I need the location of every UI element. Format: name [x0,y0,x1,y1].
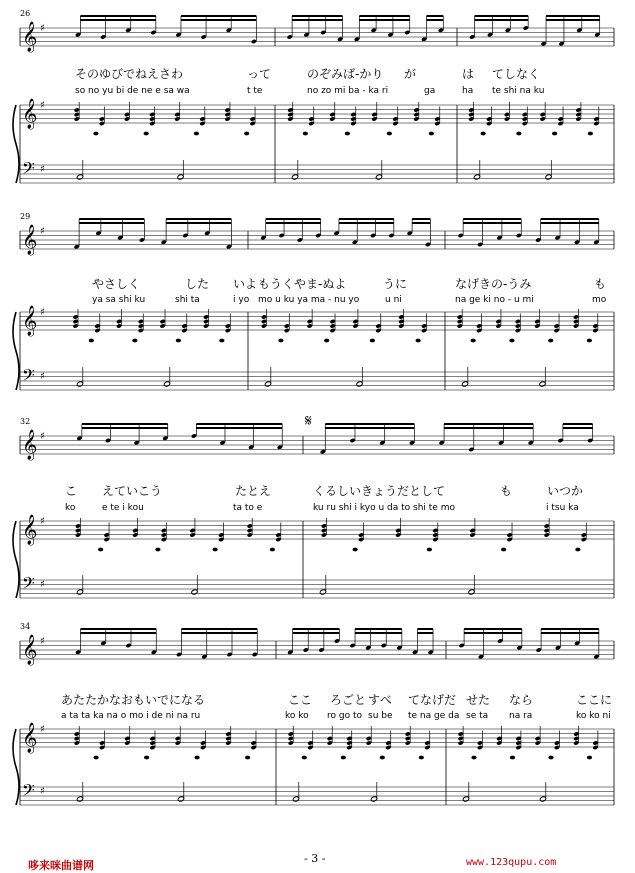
bass-note-head [419,756,424,760]
lyric-japanese: やさしく [92,277,141,291]
treble-clef-icon: 𝄞 [22,635,38,665]
bass-note-head [155,548,160,552]
treble-clef-icon: 𝄞 [22,723,38,753]
bass-note-head [587,756,592,760]
lyric-japanese: も [594,277,607,291]
lyric-romaji: mo [592,295,607,305]
beam [181,15,256,17]
bass-note-head [132,339,137,343]
beam [80,15,155,17]
measure-number: 32 [20,417,31,426]
treble-clef-icon: 𝄞 [22,22,38,52]
piano-treble-staff [20,722,614,754]
site-url: www.123qupu.com [466,857,557,868]
bass-note-head [471,756,476,760]
key-sharp-icon: ♯ [40,636,45,647]
score-system [13,9,614,183]
bass-note-head [429,132,434,136]
piano-bass-staff [20,573,614,598]
key-sharp-icon: ♯ [40,100,45,111]
beam [81,632,157,634]
bass-note-head [416,339,421,343]
lyric-romaji: t te [247,86,263,96]
bass-note-head [144,756,149,760]
piano-bass-staff [20,158,614,183]
lyric-japanese: せた [466,693,491,707]
lyric-romaji: i tsu ka [546,503,579,513]
lyric-japanese: こ [65,484,78,498]
beam [293,632,340,634]
lyric-romaji: ro go to [327,711,362,721]
bass-note-head [93,132,98,136]
beam [166,218,231,220]
beam [541,632,599,634]
lyric-japanese: もうくやま-ぬよ [258,277,347,291]
bass-note-head [501,548,506,552]
bass-note-head [89,339,94,343]
lyric-romaji: mo u ku ya ma - nu yo [258,295,360,305]
lyric-romaji: ko ko ni [576,711,611,721]
beam [412,222,430,224]
lyric-japanese: えていこう [102,484,163,498]
bass-note-head [370,339,375,343]
piano-brace-icon [13,521,19,598]
beam [444,427,533,429]
lyric-romaji: no zo mi ba - ka ri [307,86,389,96]
lyric-romaji: te shi na ku [492,86,545,96]
beam [82,427,168,429]
lyric-romaji: a ta ta ka na o mo i de ni na ru [61,711,201,721]
lyric-romaji: shi ta [175,295,200,305]
score-system [13,622,614,805]
beam [475,19,529,21]
beam [79,222,144,224]
lyric-japanese: てしなく [492,67,541,81]
lyric-japanese: も [500,484,513,498]
bass-note-head [194,132,199,136]
page-number: - 3 - [304,852,326,865]
bass-note-head [270,548,275,552]
lyric-romaji: na ra [509,711,533,721]
lyric-romaji: na ge ki no - u mi [455,295,534,305]
lyric-romaji: e te i kou [102,503,144,513]
segno-icon: 𝄋 [305,411,312,430]
beam [339,222,394,224]
vocal-staff [20,634,614,666]
lyric-romaji: ga [424,86,436,96]
piano-brace-icon [13,729,19,805]
beam [292,19,342,21]
piano-treble-staff [20,305,614,337]
bass-note-head [341,756,346,760]
lyric-romaji: ku ru shi i kyo u da to shi te mo [313,503,455,513]
lyric-romaji: ta to e [233,503,263,513]
beam [541,222,599,224]
bass-note-head [98,548,103,552]
lyric-japanese: が [404,67,417,81]
bass-note-head [345,132,350,136]
lyric-romaji: te na ge da [408,711,460,721]
key-sharp-icon: ♯ [40,724,45,735]
lyric-japanese: なげきの-うみ [455,277,532,291]
lyric-japanese: そのゆびでねえさわ [75,67,184,81]
bass-note-head [552,132,557,136]
bass-note-head [471,339,476,343]
beam [82,423,168,425]
bass-clef-icon: 𝄢 [22,780,35,804]
lyric-romaji: su be [368,711,393,721]
bass-note-head [194,756,199,760]
key-sharp-icon: ♯ [40,164,45,175]
lyric-japanese: ここ [288,693,313,707]
beam [293,628,340,630]
lyric-japanese: なら [509,693,534,707]
lyric-japanese: たとえ [235,484,272,498]
treble-clef-icon: 𝄞 [22,99,38,129]
key-sharp-icon: ♯ [40,226,45,237]
beam [355,632,402,634]
treble-clef-icon: 𝄞 [22,430,38,460]
beam [196,423,282,425]
bass-note-head [278,339,283,343]
key-sharp-icon: ♯ [40,307,45,318]
lyric-japanese: は [462,67,475,81]
score-system [13,212,614,390]
bass-note-head [516,132,521,136]
beam [266,218,321,220]
beam [182,632,258,634]
bass-note-head [245,756,250,760]
key-sharp-icon: ♯ [40,786,45,797]
beam [541,218,599,220]
bass-note-head [302,756,307,760]
bass-note-head [303,132,308,136]
beam [359,15,409,17]
lyric-japanese: いよ [233,277,258,291]
bass-note-head [509,339,514,343]
beam [444,423,533,425]
bass-note-head [548,756,553,760]
beam [475,15,529,17]
lyric-romaji: u ni [385,295,402,305]
beam [196,427,282,429]
lyric-japanese: あたたかなおもいでになる [61,693,206,707]
bass-note-head [588,132,593,136]
lyric-romaji: ko [65,503,76,513]
bass-note-head [213,548,218,552]
vocal-staff [20,21,614,53]
measure-number: 26 [20,9,31,18]
beam [292,15,342,17]
lyric-japanese: すべ [368,693,392,707]
lyric-romaji: se ta [466,711,489,721]
bass-note-head [427,548,432,552]
key-sharp-icon: ♯ [40,516,45,527]
key-sharp-icon: ♯ [40,579,45,590]
site-watermark: 哆来咪曲谱网 [28,859,94,872]
beam [181,19,256,21]
beam [563,427,593,429]
lyric-japanese: ここに [576,693,613,707]
bass-note-head [380,756,385,760]
beam [546,15,600,17]
beam [563,423,593,425]
measure-number: 29 [20,212,31,221]
piano-bass-staff [20,365,614,390]
lyric-romaji: so no yu bi de ne e sa wa [75,86,190,96]
bass-note-head [244,132,249,136]
bass-clef-icon: 𝄢 [22,158,35,182]
beam [79,218,144,220]
treble-clef-icon: 𝄞 [22,515,38,545]
bass-note-head [548,339,553,343]
beam [427,19,444,21]
lyric-japanese: てなげだ [408,693,457,707]
beam [412,218,430,220]
bass-note-head [387,132,392,136]
lyric-japanese: のぞみば-かり [307,67,384,81]
bass-note-head [93,756,98,760]
bass-note-head [324,339,329,343]
bass-note-head [144,132,149,136]
score-system [13,411,614,598]
key-sharp-icon: ♯ [40,431,45,442]
lyric-japanese: くるしいきょうだとして [313,484,446,498]
lyric-japanese: うに [383,277,408,291]
beam [463,222,521,224]
beam [541,628,599,630]
vocal-staff [20,429,614,461]
beam [355,628,402,630]
piano-bass-staff [20,780,614,805]
piano-brace-icon [13,105,19,183]
lyric-japanese: した [185,277,210,291]
bass-note-head [176,339,181,343]
beam [427,15,444,17]
beam [266,222,321,224]
vocal-staff [20,224,614,256]
bass-note-head [510,756,515,760]
beam [182,628,258,630]
lyric-japanese: って [247,67,272,81]
bass-note-head [481,132,486,136]
key-sharp-icon: ♯ [40,23,45,34]
beam [166,222,231,224]
bass-note-head [219,339,224,343]
lyric-romaji: ko ko [285,711,309,721]
beam [546,19,600,21]
beam [464,632,522,634]
lyric-romaji: ha [462,86,474,96]
bass-note-head [587,339,592,343]
beam [325,427,414,429]
lyric-romaji: ya sa shi ku [92,295,146,305]
lyric-romaji: i yo [233,295,250,305]
beam [339,218,394,220]
treble-clef-icon: 𝄞 [22,306,38,336]
beam [359,19,409,21]
measure-number: 34 [20,622,31,631]
beam [80,19,155,21]
beam [417,628,433,630]
beam [325,423,414,425]
lyric-japanese: いつか [547,484,584,498]
bass-note-head [575,548,580,552]
piano-brace-icon [13,312,19,390]
key-sharp-icon: ♯ [40,371,45,382]
treble-clef-icon: 𝄞 [22,225,38,255]
bass-clef-icon: 𝄢 [22,573,35,597]
beam [417,632,433,634]
beam [81,628,157,630]
beam [464,628,522,630]
lyric-japanese: ろごと [330,693,367,707]
beam [463,218,521,220]
bass-note-head [353,548,358,552]
bass-clef-icon: 𝄢 [22,365,35,389]
